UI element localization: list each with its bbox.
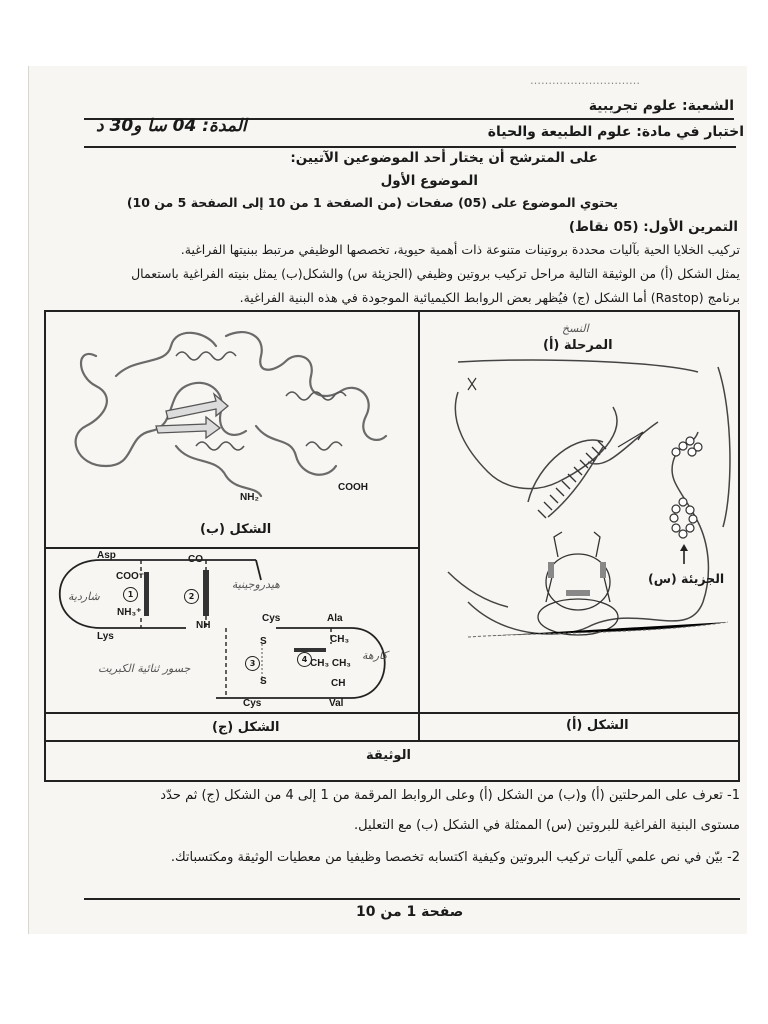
handwritten-ionic: شاردية xyxy=(68,590,100,603)
molecule-s-label: الجزيئة (س) xyxy=(648,571,725,586)
fig-a-caption: الشكل (أ) xyxy=(566,718,629,733)
handwritten-hydrophobic: كارهة xyxy=(362,649,388,662)
cys-bottom-label: Cys xyxy=(243,698,262,709)
subject-label: اختبار في مادة: علوم الطبيعة والحياة xyxy=(487,124,744,140)
s-bottom-label: S xyxy=(260,676,267,687)
question-2: 2- بيّن في نص علمي آليات تركيب البروتين وكيفية اكتسابه تخصصا وظيفيا من معطيات الوثيقة ومكتسباتك. xyxy=(170,850,740,865)
exercise-line-1: تركيب الخلايا الحية بآليات محددة بروتينات متنوعة ذات أهمية حيوية، تخصصها الوظيفي مرتبط ببنيتها الفراغية. xyxy=(180,242,740,257)
ch3-pair-label: CH₃ CH₃ xyxy=(310,658,351,669)
header-cut-text: ………………………… xyxy=(530,74,640,87)
frame-divider-document xyxy=(46,740,738,742)
nh3-label: NH₃⁺ xyxy=(117,607,142,618)
ribbon-cooh-label: COOH xyxy=(338,482,368,493)
fig-b-caption: الشكل (ب) xyxy=(200,522,272,537)
cys-top-label: Cys xyxy=(262,613,281,624)
frame-divider-vertical xyxy=(418,312,420,740)
coo-label: COO⁻ xyxy=(116,571,145,582)
bond-number-4: 4 xyxy=(297,652,312,667)
bond-number-3: 3 xyxy=(245,656,260,671)
stage-a-note: النسخ xyxy=(562,322,589,335)
bond-number-2: 2 xyxy=(184,589,199,604)
bonds-diagram xyxy=(46,548,418,712)
protein-synthesis-diagram xyxy=(428,352,738,702)
exercise-title: التمرين الأول: (05 نقاط) xyxy=(568,219,738,235)
instruction-text: على المترشح أن يختار أحد الموضوعين الآتيين: xyxy=(290,150,598,166)
topic-title: الموضوع الأول xyxy=(380,173,478,189)
document-caption: الوثيقة xyxy=(366,748,411,763)
exercise-line-3: برنامج (Rastop) أما الشكل (ج) فيُظهر بعض الروابط الكيميائية الموجودة في هذه البنية الفراغية. xyxy=(239,290,740,305)
stage-a-label: المرحلة (أ) xyxy=(543,338,613,353)
question-1-line-1: 1- تعرف على المرحلتين (أ) و(ب) من الشكل (أ) وعلى الروابط المرقمة من 1 إلى 4 من الشكل (ج) ثم حدّد xyxy=(160,788,740,803)
handwritten-disulfide: جسور ثنائية الكبريت xyxy=(98,662,191,675)
frame-divider-captions xyxy=(46,712,738,714)
lys-label: Lys xyxy=(97,631,114,642)
header-rule-bottom xyxy=(84,146,736,148)
ch-label: CH xyxy=(331,678,346,689)
ala-label: Ala xyxy=(327,613,343,624)
fig-c-caption: الشكل (ج) xyxy=(212,720,280,735)
ribbon-nh2-label: NH₂ xyxy=(240,492,259,503)
asp-label: Asp xyxy=(97,550,116,561)
question-1-line-2: مستوى البنية الفراغية للبروتين (س) الممثلة في الشكل (ب) مع التعليل. xyxy=(353,818,740,833)
duration-label: المدة: 04 سا و30 د xyxy=(96,116,247,136)
handwritten-hydrogen: هيدروجينية xyxy=(231,578,280,591)
branch-label: الشعبة: علوم تجريبية xyxy=(588,98,734,114)
pages-info: يحتوي الموضوع على (05) صفحات (من الصفحة 1 من 10 إلى الصفحة 5 من 10) xyxy=(126,195,618,210)
co-label: CO xyxy=(188,554,203,565)
nh-label: NH xyxy=(196,620,211,631)
page-number: صفحة 1 من 10 xyxy=(356,904,464,920)
footer-rule xyxy=(84,898,740,900)
val-label: Val xyxy=(329,698,344,709)
bond-number-1: 1 xyxy=(123,587,138,602)
ch3-label: CH₃ xyxy=(330,634,350,645)
exercise-line-2: يمثل الشكل (أ) من الوثيقة التالية مراحل تركيب بروتين وظيفي (الجزيئة س) والشكل(ب) يمثل بنيته الفراغية باستعمال xyxy=(131,266,740,281)
s-top-label: S xyxy=(260,636,267,647)
